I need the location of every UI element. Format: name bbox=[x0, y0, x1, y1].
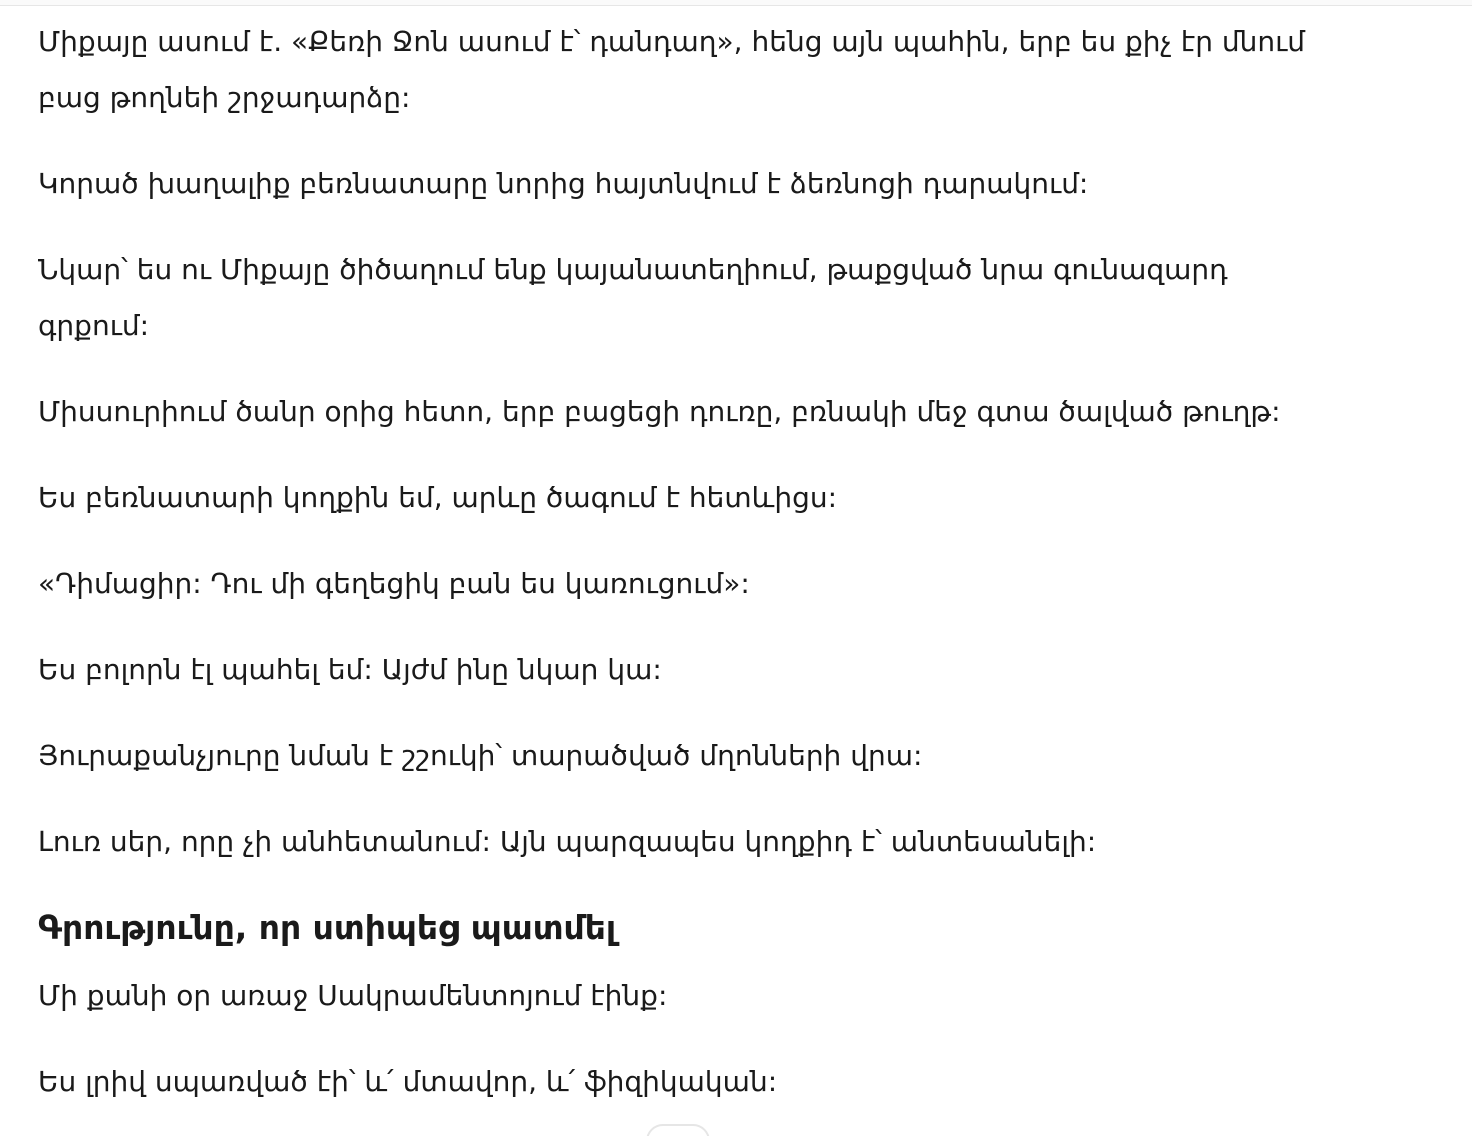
top-divider bbox=[0, 0, 1472, 6]
paragraph-3: Նկար՝ ես ու Միքայը ծիծաղում ենք կայանատեղիում, թաքցված նրա գունազարդ գրքում: bbox=[38, 253, 1228, 342]
paragraph-4: Միսսուրիում ծանր օրից հետո, երբ բացեցի դուռը, բռնակի մեջ գտա ծալված թուղթ: bbox=[38, 395, 1281, 428]
paragraph-8: Յուրաքանչյուրը նման է շշուկի՝ տարածված մղոնների վրա: bbox=[38, 739, 923, 772]
paragraph-11: Ես լրիվ սպառված էի՝ և՛ մտավոր, և՛ ֆիզիկական: bbox=[38, 1065, 778, 1098]
paragraph-1: Միքայը ասում է. «Քեռի Ջոն ասում է՝ դանդաղ», հենց այն պահին, երբ ես քիչ էր մնում բաց թողնեի շրջադարձը: bbox=[38, 25, 1305, 114]
paragraph-2: Կորած խաղալիք բեռնատարը նորից հայտնվում է ձեռնոցի դարակում: bbox=[38, 167, 1089, 200]
scroll-down-button[interactable] bbox=[646, 1124, 710, 1136]
paragraph-10: Մի քանի օր առաջ Սակրամենտոյում էինք: bbox=[38, 979, 668, 1012]
paragraph-7: Ես բոլորն էլ պահել եմ: Այժմ ինը նկար կա: bbox=[38, 653, 662, 686]
article-body bbox=[38, 14, 1338, 1136]
paragraph-5: Ես բեռնատարի կողքին եմ, արևը ծագում է հետևիցս: bbox=[38, 481, 838, 514]
paragraph-6: «Դիմացիր: Դու մի գեղեցիկ բան ես կառուցում»: bbox=[38, 567, 750, 600]
section-heading: Գրությունը, որ ստիպեց պատմել bbox=[38, 908, 617, 947]
paragraph-9: Լուռ սեր, որը չի անհետանում: Այն պարզապես կողքիդ է՝ անտեսանելի: bbox=[38, 825, 1097, 858]
